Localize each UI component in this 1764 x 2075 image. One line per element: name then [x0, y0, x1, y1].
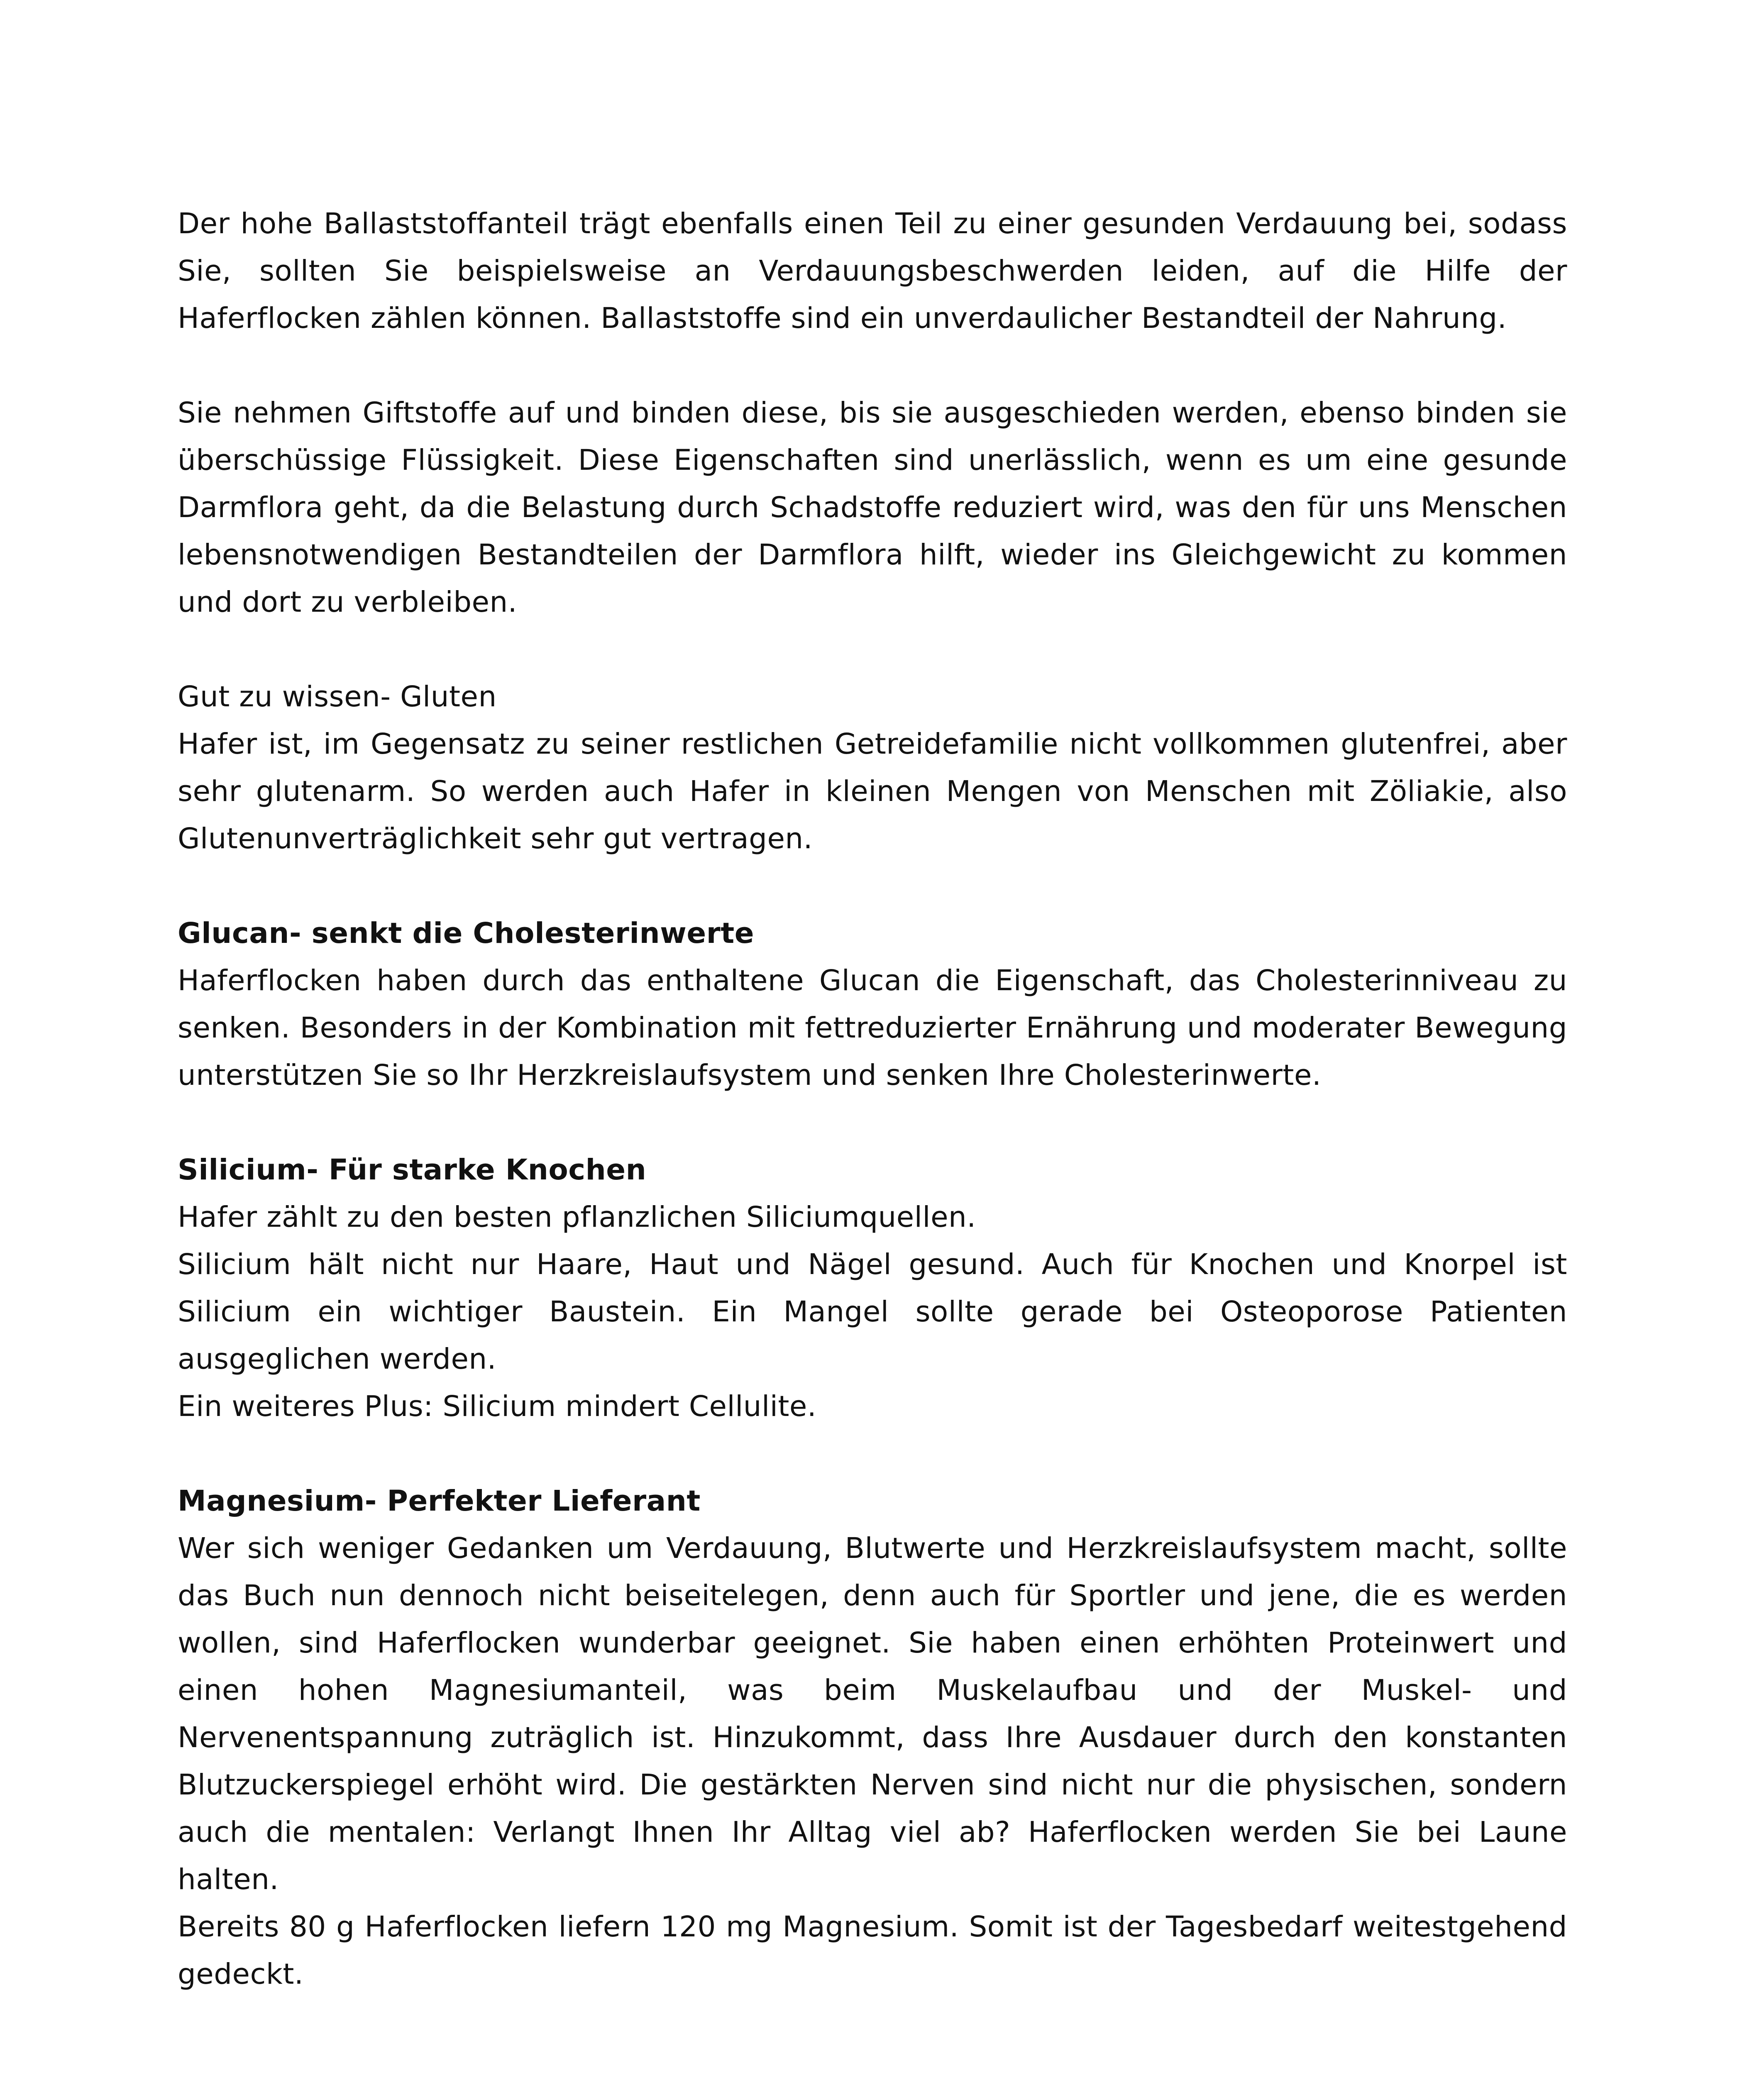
paragraph-silicium-benefits: Silicium hält nicht nur Haare, Haut und Nägel gesund. Auch für Knochen und Knorpel ist Silicium ein wichtiger Baustein. Ein Mangel sollte gerade bei Osteoporose Patienten ausgeglichen werden. — [178, 1248, 1567, 1376]
paragraph-toxins-gut-flora: Sie nehmen Giftstoffe auf und binden diese, bis sie ausgeschieden werden, ebenso binden sie überschüssige Flüssigkeit. Diese Eigenschaften sind unerlässlich, wenn es um eine gesunde Darmflora geht, da die Belastung durch Schadstoffe reduziert wird, was den für uns Menschen lebensnotwendigen Bestandteilen der Darmflora hilft, wieder ins Gleichgewicht zu kommen und dort zu verbleiben. — [178, 396, 1567, 619]
paragraph-gluten: Hafer ist, im Gegensatz zu seiner restlichen Getreidefamilie nicht vollkommen glutenfrei, aber sehr glutenarm. So werden auch Hafer in kleinen Mengen von Menschen mit Zöliakie, also Glutenunverträglichkeit sehr gut vertragen. — [178, 727, 1567, 855]
section-gluten — [178, 673, 1567, 862]
intro-block-1 — [178, 200, 1567, 342]
page-content — [178, 200, 1567, 1998]
section-heading-glucan: Glucan- senkt die Cholesterinwerte — [178, 917, 755, 950]
paragraph-glucan: Haferflocken haben durch das enthaltene Glucan die Eigenschaft, das Cholesterinniveau zu senken. Besonders in der Kombination mit fettreduzierter Ernährung und moderater Bewegung unterstützen Sie so Ihr Herzkreislaufsystem und senken Ihre Cholesterinwerte. — [178, 964, 1567, 1092]
section-heading-silicium: Silicium- Für starke Knochen — [178, 1153, 647, 1186]
paragraph-silicium-sources: Hafer zählt zu den besten pflanzlichen Siliciumquellen. — [178, 1201, 976, 1234]
section-heading-gluten: Gut zu wissen- Gluten — [178, 680, 497, 713]
section-magnesium — [178, 1477, 1567, 1998]
paragraph-magnesium-amount: Bereits 80 g Haferflocken liefern 120 mg Magnesium. Somit ist der Tagesbedarf weitestgehend gedeckt. — [178, 1910, 1567, 1991]
section-heading-magnesium: Magnesium- Perfekter Lieferant — [178, 1484, 701, 1518]
intro-block-2 — [178, 389, 1567, 626]
paragraph-fiber-digestion: Der hohe Ballaststoffanteil trägt ebenfalls einen Teil zu einer gesunden Verdauung bei, sodass Sie, sollten Sie beispielsweise an Verdauungsbeschwerden leiden, auf die Hilfe der Haferflocken zählen können. Ballaststoffe sind ein unverdaulicher Bestandteil der Nahrung. — [178, 207, 1567, 335]
section-glucan — [178, 910, 1567, 1099]
section-silicium — [178, 1146, 1567, 1430]
paragraph-silicium-cellulite: Ein weiteres Plus: Silicium mindert Cellulite. — [178, 1390, 817, 1423]
paragraph-magnesium-athletes: Wer sich weniger Gedanken um Verdauung, Blutwerte und Herzkreislaufsystem macht, sollte das Buch nun dennoch nicht beiseitelegen, denn auch für Sportler und jene, die es werden wollen, sind Haferflocken wunderbar geeignet. Sie haben einen erhöhten Proteinwert und einen hohen Magnesiumanteil, was beim Muskelaufbau und der Muskel- und Nervenentspannung zuträglich ist. Hinzukommt, dass Ihre Ausdauer durch den konstanten Blutzuckerspiegel erhöht wird. Die gestärkten Nerven sind nicht nur die physischen, sondern auch die mentalen: Verlangt Ihnen Ihr Alltag viel ab? Haferflocken werden Sie bei Laune halten. — [178, 1532, 1567, 1896]
